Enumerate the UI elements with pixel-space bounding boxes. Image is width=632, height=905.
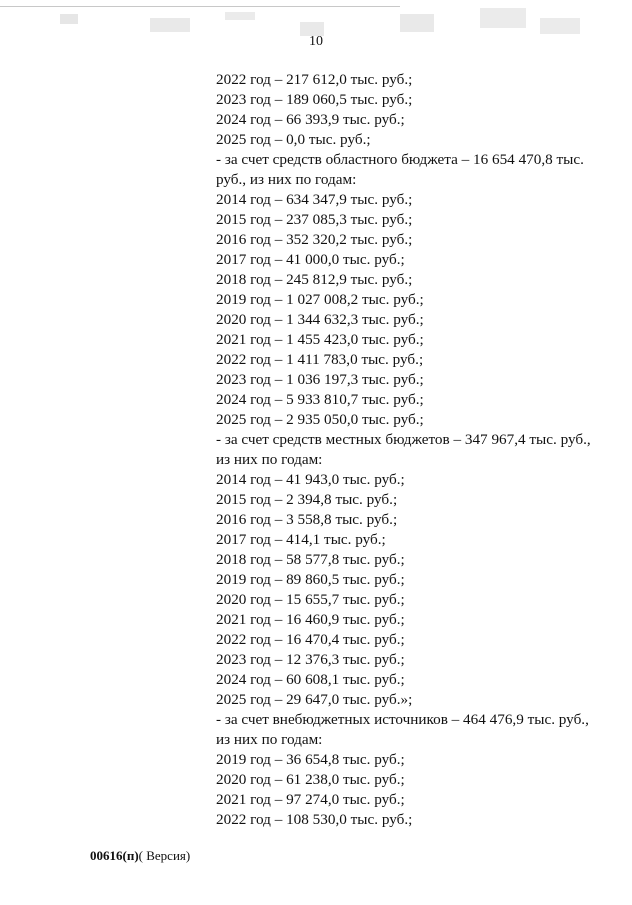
document-version: ( Версия) xyxy=(138,848,191,863)
text-line: 2017 год – 41 000,0 тыс. руб.; xyxy=(216,251,405,268)
scan-edge-line xyxy=(0,6,400,7)
text-line: 2020 год – 61 238,0 тыс. руб.; xyxy=(216,771,405,788)
text-line: руб., из них по годам: xyxy=(216,171,357,188)
page-number: 10 xyxy=(309,34,323,49)
scan-speckle xyxy=(540,18,580,34)
text-line: 2023 год – 1 036 197,3 тыс. руб.; xyxy=(216,371,424,388)
text-line: 2016 год – 3 558,8 тыс. руб.; xyxy=(216,511,398,528)
document-code: 00616(п) xyxy=(90,848,139,863)
text-line: 2025 год – 2 935 050,0 тыс. руб.; xyxy=(216,411,424,428)
text-line: 2016 год – 352 320,2 тыс. руб.; xyxy=(216,231,413,248)
text-line: 2024 год – 5 933 810,7 тыс. руб.; xyxy=(216,391,424,408)
text-line: 2020 год – 15 655,7 тыс. руб.; xyxy=(216,591,405,608)
text-line: 2019 год – 89 860,5 тыс. руб.; xyxy=(216,571,405,588)
text-line: 2019 год – 1 027 008,2 тыс. руб.; xyxy=(216,291,424,308)
text-line: - за счет внебюджетных источников – 464 476,9 тыс. руб., xyxy=(216,711,589,728)
text-line: 2021 год – 97 274,0 тыс. руб.; xyxy=(216,791,405,808)
text-line: 2025 год – 0,0 тыс. руб.; xyxy=(216,131,371,148)
text-line: из них по годам: xyxy=(216,451,323,468)
scan-speckle xyxy=(400,14,434,32)
text-line: - за счет средств областного бюджета – 16 654 470,8 тыс. xyxy=(216,151,584,168)
text-line: 2022 год – 108 530,0 тыс. руб.; xyxy=(216,811,413,828)
document-body xyxy=(216,70,616,830)
text-line: 2014 год – 634 347,9 тыс. руб.; xyxy=(216,191,413,208)
text-line: 2024 год – 66 393,9 тыс. руб.; xyxy=(216,111,405,128)
text-line: 2022 год – 16 470,4 тыс. руб.; xyxy=(216,631,405,648)
text-line: 2023 год – 12 376,3 тыс. руб.; xyxy=(216,651,405,668)
text-line: из них по годам: xyxy=(216,731,323,748)
scan-speckle xyxy=(150,18,190,32)
text-line: 2022 год – 217 612,0 тыс. руб.; xyxy=(216,71,413,88)
text-line: 2019 год – 36 654,8 тыс. руб.; xyxy=(216,751,405,768)
text-line: 2021 год – 16 460,9 тыс. руб.; xyxy=(216,611,405,628)
scan-speckle xyxy=(60,14,78,24)
text-line: 2022 год – 1 411 783,0 тыс. руб.; xyxy=(216,351,424,368)
text-line: 2015 год – 2 394,8 тыс. руб.; xyxy=(216,491,398,508)
text-line: - за счет средств местных бюджетов – 347 967,4 тыс. руб., xyxy=(216,431,591,448)
text-line: 2014 год – 41 943,0 тыс. руб.; xyxy=(216,471,405,488)
text-line: 2018 год – 245 812,9 тыс. руб.; xyxy=(216,271,413,288)
text-line: 2023 год – 189 060,5 тыс. руб.; xyxy=(216,91,413,108)
text-line: 2017 год – 414,1 тыс. руб.; xyxy=(216,531,386,548)
text-line: 2020 год – 1 344 632,3 тыс. руб.; xyxy=(216,311,424,328)
footer xyxy=(90,848,190,864)
scan-speckle xyxy=(480,8,526,28)
scan-speckle xyxy=(225,12,255,20)
text-line: 2018 год – 58 577,8 тыс. руб.; xyxy=(216,551,405,568)
text-line: 2021 год – 1 455 423,0 тыс. руб.; xyxy=(216,331,424,348)
text-line: 2015 год – 237 085,3 тыс. руб.; xyxy=(216,211,413,228)
text-line: 2024 год – 60 608,1 тыс. руб.; xyxy=(216,671,405,688)
text-line: 2025 год – 29 647,0 тыс. руб.»; xyxy=(216,691,413,708)
